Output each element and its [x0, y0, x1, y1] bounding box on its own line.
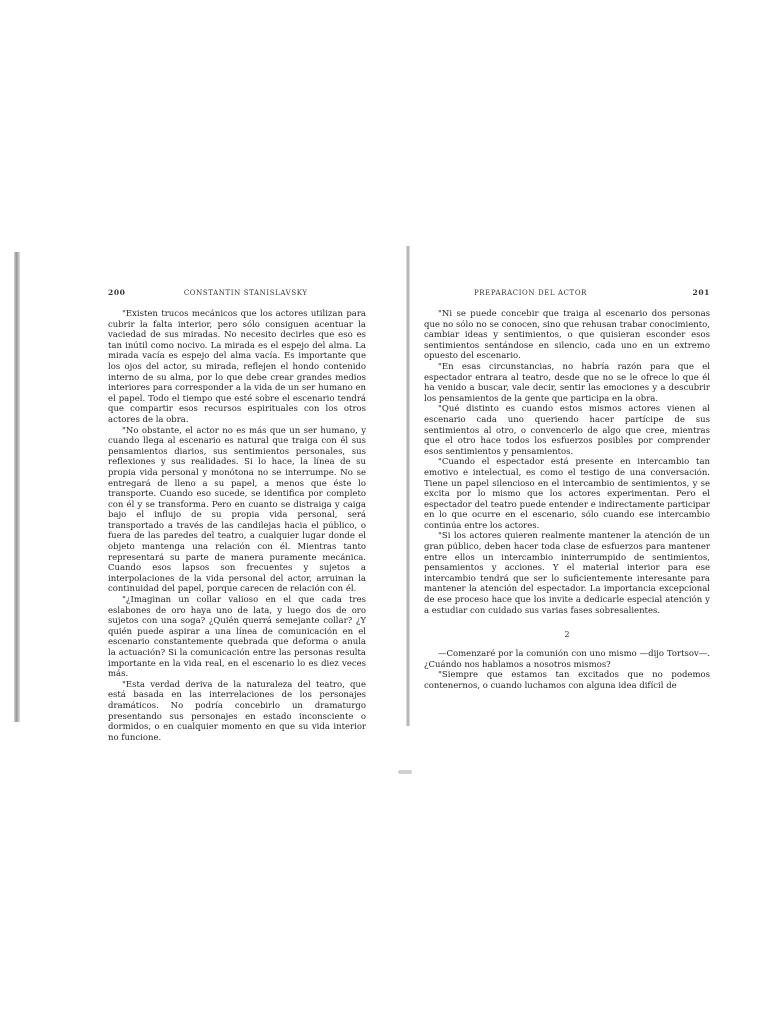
left-running-head — [108, 288, 366, 297]
paragraph: "Existen trucos mecánicos que los actores utilizan para cubrir la falta interior, pero sólo consiguen acentuar la vaciedad de sus miradas. No necesito decirles que eso es tan inútil como nocivo. La mirada es el espejo del alma. La mirada vacía es espejo del alma vacía. Es importante que los ojos del actor, su mirada, reflejen el hondo contenido interno de su alma, por lo que debe crear grandes medios interiores para corresponder a la vida de un ser humano en el papel. Todo el tiempo que esté sobre el escenario tendrá que compartir esos recursos espirituales con los otros actores de la obra. — [108, 309, 366, 425]
paragraph: "Qué distinto es cuando estos mismos actores vienen al escenario cada uno queriendo hacer partícipe de sus sentimientos al otro, o convencerlo de algo que cree, mientras que el otro hace todos los esfuerzos posibles por comprender esos sentimientos y pensamientos. — [424, 404, 710, 457]
right-page-text — [424, 309, 710, 692]
left-running-title: CONSTANTIN STANISLAVSKY — [183, 289, 308, 297]
paragraph: "Esta verdad deriva de la naturaleza del teatro, que está basada en las interrelaciones de los personajes dramáticos. No podría concebirlo un dramaturgo presentando sus personajes en estado inconsciente o dormidos, o en cualquier momento en que su vida interior no funcione. — [108, 679, 366, 743]
left-page-number: 200 — [108, 288, 126, 297]
paragraph: "¿Imaginan un collar valioso en el que cada tres eslabones de oro haya uno de lata, y luego dos de oro sujetos con una soga? ¿Quién querrá semejante collar? ¿Y quién puede aspirar a una línea de comunicación en el escenario constantemente quebrada que deforma o anula la actuación? Si la comunicación entre las personas resulta importante en la vida real, en el escenario lo es diez veces más. — [108, 595, 366, 680]
paragraph: —Comenzaré por la comunión con uno mismo —dijo Tortsov—. ¿Cuándo nos hablamos a nosotros mismos? — [424, 649, 710, 670]
paragraph: "Siempre que estamos tan excitados que no podemos contenernos, o cuando luchamos con alguna idea difícil de — [424, 670, 710, 691]
paragraph: "No obstante, el actor no es más que un ser humano, y cuando llega al escenario es natural que traiga con él sus pensamientos diarios, sus sentimientos personales, sus reflexiones y sus realidades. Si lo hace, la línea de su propia vida personal y monótona no se interrumpe. No se entregará de lleno a su papel, a menos que éste lo transporte. Cuando eso sucede, se identifica por completo con él y se transforma. Pero en cuanto se distraiga y caiga bajo el influjo de su propia vida personal, será transportado a través de las candilejas hacia el público, o fuera de las paredes del teatro, a cualquier lugar donde el objeto mantenga una relación con él. Mientras tanto representará su parte de manera puramente mecánica. Cuando esos lapsos son frecuentes y sujetos a interpolaciones de la vida personal del actor, arruinan la continuidad del papel, porque carecen de relación con él. — [108, 425, 366, 595]
paragraph: "En esas circunstancias, no habría razón para que el espectador entrara al teatro, desde que no se le ofrece lo que él ha venido a buscar, vale decir, sentir las emociones y a descubrir los pensamientos de la gente que participa en la obra. — [424, 361, 710, 404]
right-page-number: 201 — [692, 288, 710, 297]
right-running-title: PREPARACION DEL ACTOR — [474, 289, 588, 297]
paragraph: "Cuando el espectador está presente en intercambio tan emotivo e intelectual, es como el testigo de una conversación. Tiene un papel silencioso en el intercambio de sentimientos, y se excita por lo mismo que los actores experimentan. Pero el espectador del teatro puede entender e indirectamente participar en lo que ocurre en el escenario, sólo cuando ese intercambio continúa entre los actores. — [424, 457, 710, 531]
left-page-text — [108, 309, 366, 743]
section-number: 2 — [564, 630, 570, 640]
left-page — [108, 288, 366, 743]
book-gutter — [406, 246, 410, 726]
right-running-head — [424, 288, 710, 297]
page-edge-shadow — [14, 252, 20, 722]
paragraph: "Si los actores quieren realmente mantener la atención de un gran público, deben hacer toda clase de esfuerzos para mantener entre ellos un intercambio ininterrumpido de sentimientos, pensamientos y acciones. Y el material interior para ese intercambio tendrá que ser lo suficientemente interesante para mantener la atención del espectador. La importancia excepcional de ese proceso hace que los invite a dedicarle especial atención y a estudiar con cuidado sus varias fases sobresalientes. — [424, 531, 710, 616]
right-page — [424, 288, 710, 692]
scan-speck — [398, 770, 412, 774]
paragraph: "Ni se puede concebir que traiga al escenario dos personas que no sólo no se conocen, sino que rehusan trabar conocimiento, cambiar ideas y sentimientos, o que quisieran esconder esos sentimientos sentándose en silencio, cada uno en un extremo opuesto del escenario. — [424, 309, 710, 362]
